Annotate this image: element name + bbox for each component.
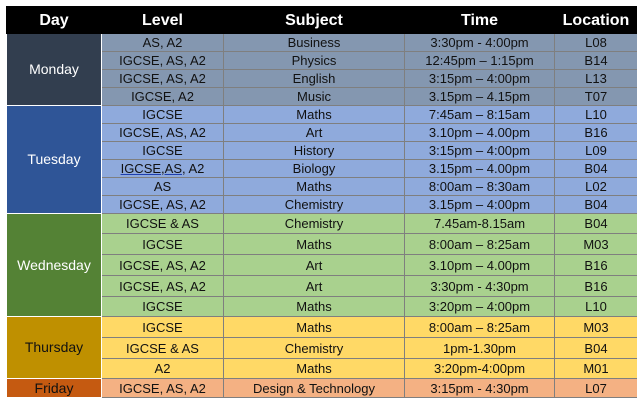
level-cell: IGCSE, AS, A2 xyxy=(102,124,224,142)
subject-cell: English xyxy=(224,70,405,88)
subject-cell: Art xyxy=(224,255,405,276)
level-cell: IGCSE, AS, A2 xyxy=(102,276,224,297)
level-cell: IGCSE, AS, A2 xyxy=(102,196,224,214)
subject-cell: Chemistry xyxy=(224,214,405,234)
subject-cell: Maths xyxy=(224,359,405,379)
table-row xyxy=(7,276,638,297)
level-cell: IGCSE xyxy=(102,106,224,124)
level-cell: IGCSE, AS, A2 xyxy=(102,52,224,70)
level-cell: IGCSE, AS, A2 xyxy=(102,70,224,88)
day-thursday: Thursday xyxy=(7,317,102,379)
subject-cell: History xyxy=(224,142,405,160)
table-row xyxy=(7,70,638,88)
table-row xyxy=(7,106,638,124)
level-cell: IGCSE xyxy=(102,234,224,255)
location-cell: B04 xyxy=(555,196,638,214)
level-cell: IGCSE & AS xyxy=(102,338,224,359)
level-cell: IGCSE xyxy=(102,317,224,338)
header-location: Location xyxy=(555,7,638,34)
time-cell: 3:15pm – 4:00pm xyxy=(405,142,555,160)
time-cell: 3:15pm - 4:30pm xyxy=(405,379,555,398)
header-day: Day xyxy=(7,7,102,34)
subject-cell: Maths xyxy=(224,317,405,338)
time-cell: 3:30pm - 4:30pm xyxy=(405,276,555,297)
location-cell: L09 xyxy=(555,142,638,160)
table-row xyxy=(7,160,638,178)
level-cell: IGCSE, AS, A2 xyxy=(102,255,224,276)
day-monday: Monday xyxy=(7,34,102,106)
location-cell: T07 xyxy=(555,88,638,106)
table-row xyxy=(7,255,638,276)
time-cell: 3.15pm – 4:00pm xyxy=(405,196,555,214)
timetable xyxy=(6,6,637,398)
location-cell: L10 xyxy=(555,297,638,317)
day-tuesday: Tuesday xyxy=(7,106,102,214)
timetable-container xyxy=(6,6,637,410)
level-cell: IGCSE, A2 xyxy=(102,88,224,106)
subject-cell: Maths xyxy=(224,234,405,255)
time-cell: 3:20pm – 4:00pm xyxy=(405,297,555,317)
level-cell: IGCSE xyxy=(102,297,224,317)
subject-cell: Maths xyxy=(224,178,405,196)
location-cell: B16 xyxy=(555,255,638,276)
table-row xyxy=(7,214,638,234)
subject-cell: Physics xyxy=(224,52,405,70)
location-cell: M01 xyxy=(555,359,638,379)
time-cell: 3.10pm – 4.00pm xyxy=(405,124,555,142)
location-cell: L02 xyxy=(555,178,638,196)
table-row xyxy=(7,317,638,338)
level-cell: AS xyxy=(102,178,224,196)
time-cell: 3:15pm – 4:00pm xyxy=(405,70,555,88)
level-cell xyxy=(102,160,224,178)
level-rest-text: , A2 xyxy=(182,161,205,176)
table-row xyxy=(7,359,638,379)
header-time: Time xyxy=(405,7,555,34)
location-cell: L07 xyxy=(555,379,638,398)
table-row xyxy=(7,142,638,160)
location-cell: B04 xyxy=(555,338,638,359)
table-row xyxy=(7,297,638,317)
location-cell: B16 xyxy=(555,276,638,297)
time-cell: 3.10pm – 4.00pm xyxy=(405,255,555,276)
time-cell: 3:20pm-4:00pm xyxy=(405,359,555,379)
location-cell: L08 xyxy=(555,34,638,52)
subject-cell: Art xyxy=(224,124,405,142)
header-subject: Subject xyxy=(224,7,405,34)
table-row xyxy=(7,178,638,196)
table-row xyxy=(7,88,638,106)
day-wednesday: Wednesday xyxy=(7,214,102,317)
level-cell: IGCSE, AS, A2 xyxy=(102,379,224,398)
time-cell: 1pm-1.30pm xyxy=(405,338,555,359)
table-row xyxy=(7,124,638,142)
level-cell: AS, A2 xyxy=(102,34,224,52)
time-cell: 3.15pm – 4.00pm xyxy=(405,160,555,178)
time-cell: 8:00am – 8:25am xyxy=(405,317,555,338)
subject-cell: Maths xyxy=(224,297,405,317)
location-cell: B04 xyxy=(555,160,638,178)
location-cell: B16 xyxy=(555,124,638,142)
level-cell: IGCSE xyxy=(102,142,224,160)
subject-cell: Music xyxy=(224,88,405,106)
subject-cell: Biology xyxy=(224,160,405,178)
time-cell: 8:00am – 8:25am xyxy=(405,234,555,255)
location-cell: M03 xyxy=(555,234,638,255)
time-cell: 3:30pm - 4:00pm xyxy=(405,34,555,52)
location-cell: L13 xyxy=(555,70,638,88)
time-cell: 7.45am-8.15am xyxy=(405,214,555,234)
subject-cell: Art xyxy=(224,276,405,297)
table-row xyxy=(7,379,638,398)
table-row xyxy=(7,196,638,214)
table-row xyxy=(7,234,638,255)
location-cell: L10 xyxy=(555,106,638,124)
time-cell: 3.15pm – 4.15pm xyxy=(405,88,555,106)
header-level: Level xyxy=(102,7,224,34)
time-cell: 12:45pm – 1:15pm xyxy=(405,52,555,70)
subject-cell: Maths xyxy=(224,106,405,124)
day-friday: Friday xyxy=(7,379,102,398)
level-underlined-text: IGCSE,AS xyxy=(120,161,182,176)
subject-cell: Design & Technology xyxy=(224,379,405,398)
header-row xyxy=(7,7,638,34)
level-cell: IGCSE & AS xyxy=(102,214,224,234)
location-cell: B04 xyxy=(555,214,638,234)
level-cell: A2 xyxy=(102,359,224,379)
time-cell: 7:45am – 8:15am xyxy=(405,106,555,124)
location-cell: M03 xyxy=(555,317,638,338)
table-row xyxy=(7,338,638,359)
table-row xyxy=(7,34,638,52)
subject-cell: Business xyxy=(224,34,405,52)
location-cell: B14 xyxy=(555,52,638,70)
subject-cell: Chemistry xyxy=(224,338,405,359)
table-row xyxy=(7,52,638,70)
subject-cell: Chemistry xyxy=(224,196,405,214)
time-cell: 8:00am – 8:30am xyxy=(405,178,555,196)
